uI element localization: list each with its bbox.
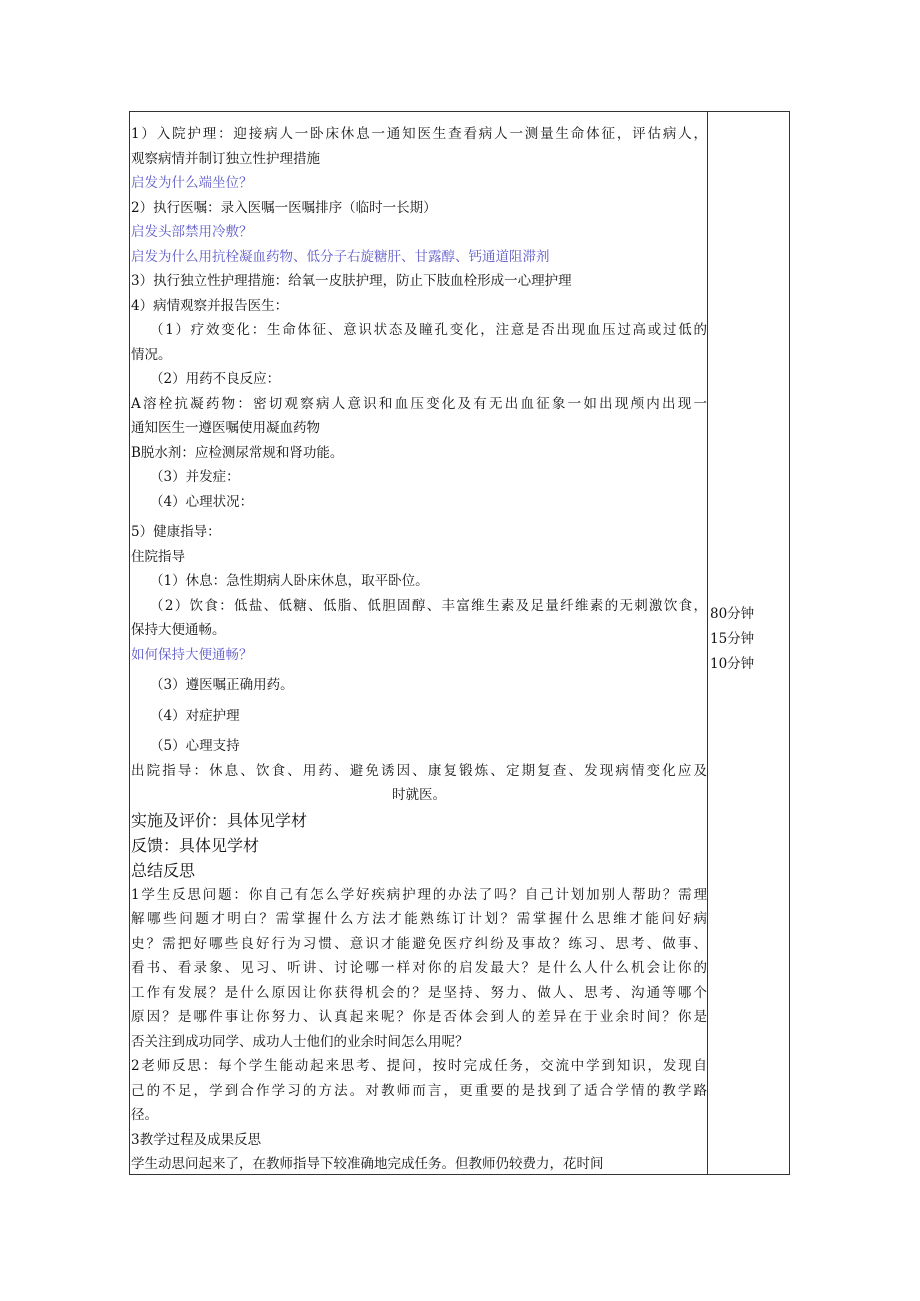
text-line: B脱水剂：应检测尿常规和肾功能。	[131, 444, 344, 461]
text-line: 保持大便通畅。	[131, 622, 226, 638]
text-line: （2）用药不良反应：	[150, 371, 281, 387]
text-line: （3）并发症：	[150, 469, 240, 485]
text-line: 通知医生一遵医嘱使用凝血药物	[131, 420, 320, 436]
time-column	[710, 602, 788, 677]
text-line: （4）心理状况：	[150, 493, 254, 510]
text-line: 1）入院护理：迎接病人一卧床休息一通知医生查看病人一测量生命体征，评估病人，	[131, 126, 707, 142]
text-line: 观察病情并制订独立性护理措施	[131, 150, 320, 167]
text-line: 出院指导：休息、饮食、用药、避免诱因、康复锻炼、定期复查、发现病情变化应及	[131, 762, 707, 779]
text-line: 情况。	[131, 346, 172, 363]
prompt-line: 启发为什么用抗栓凝血药物、低分子右旋糖肝、甘露醇、钙通道阻滞剂	[131, 248, 550, 265]
text-line: （2）饮食：低盐、低糖、低脂、低胆固醇、丰富维生素及足量纤维素的无刺激饮食，	[150, 597, 707, 614]
text-line: 3）执行独立性护理措施：给氧一皮肤护理，防止下肢血栓形成一心理护理	[131, 273, 572, 289]
text-line: 3教学过程及成果反思	[131, 1131, 262, 1148]
section-heading: 总结反思	[131, 860, 196, 880]
text-line: 1学生反思问题：你自己有怎么学好疾病护理的办法了吗？自己计划加别人帮助？需理	[131, 886, 707, 903]
text-line: 看书、看录象、见习、听讲、讨论哪一样对你的启发最大？是什么人什么机会让你的	[131, 960, 707, 976]
text-line: （1）疗效变化：生命体征、意识状态及瞳孔变化，注意是否出现血压过高或过低的	[150, 322, 707, 338]
time-allocation: 80分钟	[710, 606, 755, 622]
text-line: 解哪些问题才明白？需掌握什么方法才能熟练订计划？需掌握什么思维才能问好病	[131, 911, 707, 927]
text-line: （4）对症护理	[150, 707, 240, 724]
text-line: A溶栓抗凝药物：密切观察病人意识和血压变化及有无出血征象一如出现颅内出现一	[131, 395, 707, 412]
section-heading: 实施及评价：具体见学材	[131, 810, 308, 830]
text-line: 时就医。	[392, 787, 446, 803]
text-line: 5）健康指导：	[131, 524, 221, 540]
text-line: 径。	[131, 1107, 158, 1123]
text-line: （1）休息：急性期病人卧床休息，取平卧位。	[150, 573, 429, 589]
text-line: 工作有发展？是什么原因让你获得机会的？是坚持、努力、做人、思考、沟通等哪个	[131, 984, 707, 1001]
column-divider	[707, 111, 708, 1175]
text-line: 学生动思问起来了，在教师指导下较准确地完成任务。但教师仍较费力，花时间	[131, 1156, 604, 1172]
time-allocation: 15分钟	[710, 631, 755, 647]
text-line: 2老师反思：每个学生能动起来思考、提问，按时完成任务，交流中学到知识，发现自	[131, 1058, 707, 1074]
text-line: 己的不足，学到合作学习的方法。对教师而言，更重要的是找到了适合学情的教学路	[131, 1082, 707, 1099]
prompt-line: 启发为什么端坐位？	[131, 175, 253, 191]
text-line: （3）遵医嘱正确用药。	[150, 677, 294, 693]
text-line: （5）心理支持	[150, 738, 240, 754]
text-line: 4）病情观察并报告医生：	[131, 297, 289, 314]
text-line: 2）执行医嘱：录入医嘱一医嘱排序（临时一长期）	[131, 199, 437, 216]
prompt-line: 如何保持大便通畅？	[131, 646, 253, 663]
main-cell	[131, 122, 707, 1177]
section-heading: 反馈：具体见学材	[131, 835, 260, 855]
prompt-line: 启发头部禁用冷敷？	[131, 224, 253, 240]
time-allocation: 10分钟	[710, 656, 755, 672]
text-line: 否关注到成功同学、成功人士他们的业余时间怎么用呢？	[131, 1033, 469, 1050]
text-line: 原因？是哪件事让你努力、认真起来呢？你是否体会到人的差异在于业余时间？你是	[131, 1009, 707, 1025]
text-line: 史？需把好哪些良好行为习惯、意识才能避免医疗纠纷及事故？练习、思考、做事、	[131, 935, 707, 952]
text-line: 住院指导	[131, 548, 185, 565]
